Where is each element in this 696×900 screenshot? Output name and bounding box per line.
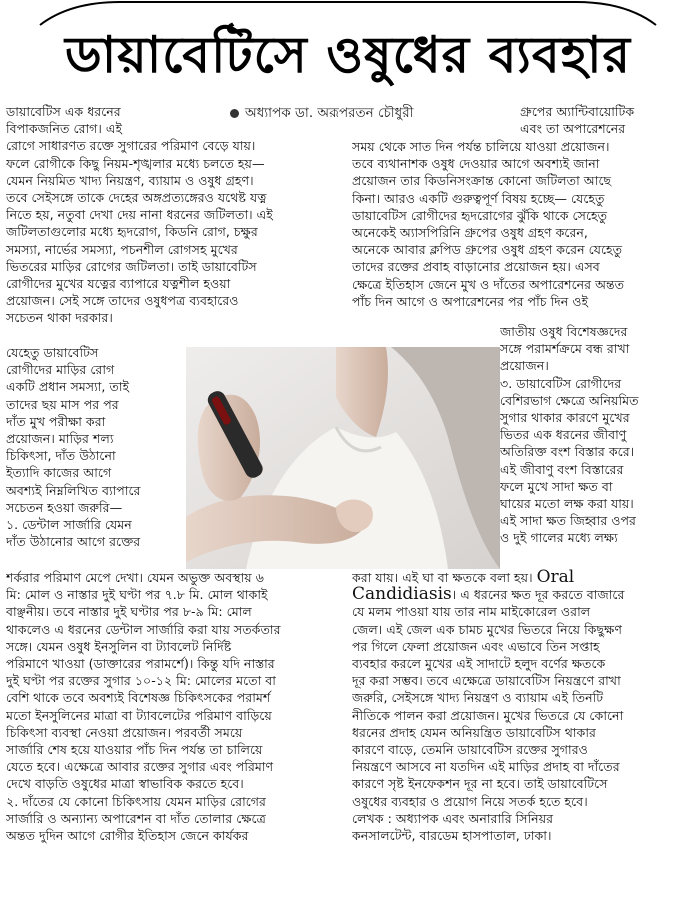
column2-upper-text: সময় থেকে সাত দিন পর্যন্ত চালিয়ে যাওয়া প্রয়োজন। তবে ব্যথানাশক ওষুধ দেওয়ার আগে অবশ্যই জানা প্রয়োজন তার কিডনিসংক্রান্ত কোনো জটিলতা আছে কিনা। আরও একটি গুরুত্বপূর্ণ বিষয় হচ্ছে— যেহেতু ডায়াবেটিস রোগীদের হৃদরোগের ঝুঁকি থাকে সেহেতু অনেকেই অ্যাসপিরিনি গ্রুপের ওষুধ গ্রহণ করেন, অনেকে আবার ক্লপিড গ্রুপের ওষুধ গ্রহণ করেন যেহেতু তাদের রক্তের প্রবাহ বাড়ানোর প্রয়োজন হয়। এসব ক্ষেত্রে ইতিহাস জেনে মুখ ও দাঁতের অপারেশনের অন্তত পাঁচ দিন আগে ও অপারেশনের পর পাঁচ দিন ওই (352, 139, 625, 309)
oral-treatment-text: । এ ধরনের ক্ষত দূর করতে বাজারে যে মলম পাওয়া যায় তার নাম মাইকোরেল ওরাল জেল। এই জেল এক চামচ মুখের ভিতরে নিয়ে কিছুক্ষণ পর গিলে ফেলা প্রয়োজন এবং এভাবে তিন সপ্তাহ ব্যবহার করলে মুখের এই সাদাটে হলুদ বর্ণের ক্ষতকে দূর করা সম্ভব। তবে এক্ষেত্রে ডায়াবেটিস নিয়ন্ত্রণে রাখা জরুরি, সেইসঙ্গে খাদ্য নিয়ন্ত্রণ ও ব্যায়াম এই তিনটি নীতিকে পালন করা প্রয়োজন। মুখের ভিতরে যে কোনো ধরনের প্রদাহ যেমন অনিয়ন্ত্রিত ডায়াবেটিস থাকার কারণে বাড়ে, তেমনি ডায়াবেটিস রক্তের সুগারও নিয়ন্ত্রণে আসবে না যতদিন এই মাড়ির প্রদাহ বা দাঁতের কারণে সৃষ্ট ইনফেকশন দূর না হবে। তাই ডায়াবেটিসে ওষুধের ব্যবহার ও প্রয়োগ নিয়ে সতর্ক হতে হবে। (352, 587, 625, 809)
author-credit: লেখক : অধ্যাপক এবং অনারারি সিনিয়র কনসালটেন্ট, বারডেম হাসপাতাল, ঢাকা। (352, 810, 554, 844)
article-headline: ডায়াবেটিসে ওষুধের ব্যবহার (64, 26, 632, 84)
column2-wrapped-text: জাতীয় ওষুধ বিশেষজ্ঞদের সঙ্গে পরামর্শক্রমে বন্ধ রাখা প্রয়োজন। ৩. ডায়াবেটিস রোগীদের বেশিরভাগ ক্ষেত্রে অনিয়মিত সুগার থাকার কারণে মুখের ভিতর এক ধরনের জীবাণু অতিরিক্ত বংশ বিস্তার করে। এই জীবাণু বংশ বিস্তারের ফলে মুখে সাদা ক্ষত বা ঘায়ের মতো লক্ষ করা যায়। এই সাদা ক্ষত জিহ্বার ওপর ও দুই গালের মধ্যে লক্ষ্য (500, 324, 639, 546)
oral-term-candidiasis: Candidiasis (352, 584, 452, 605)
photo-illustration (186, 347, 500, 569)
author-name: অধ্যাপক ডা. অরূপরতন চৌধুরী (245, 105, 414, 121)
column2-top-text: গ্রুপের অ্যান্টিবায়োটিক এবং তা অপারেশনের (520, 104, 635, 137)
column1-bottom-text: শর্করার পরিমাণ মেপে দেখা। যেমন অভুক্ত অবস্থায় ৬ মি: মোল ও নাস্তার দুই ঘণ্টা পর ৭.৮ মি. মোল থাকাই বাঞ্ছনীয়। তবে নাস্তার দুই ঘণ্টার পর ৮-৯ মি: মোল থাকলেও এ ধরনের ডেন্টাল সার্জারি করা যায় সতর্কতার সঙ্গে। যেমন ওষুধ ইনসুলিন বা ট্যাবলেট নির্দিষ্ট পরিমাণে খাওয়া (ডাক্তারের পরামর্শে)। কিন্তু যদি নাস্তার দুই ঘণ্টা পর রক্তের সুগার ১০-১২ মি: মোলের মতো বা বেশি থাকে তবে অবশ্যই বিশেষজ্ঞ চিকিৎসকের পরামর্শ মতো ইনসুলিনের মাত্রা বা ট্যাবলেটের পরিমাণ বাড়িয়ে চিকিৎসা ব্যবস্থা নেওয়া প্রয়োজন। পরবর্তী সময়ে সার্জারি শেষ হয়ে যাওয়ার পাঁচ দিন পর্যন্ত তা চালিয়ে যেতে হবে। এক্ষেত্রে আবার রক্তের সুগার এবং পরিমাণ দেখে বাড়তি ওষুধের মাত্রা স্বাভাবিক করতে হবে। ২. দাঁতের যে কোনো চিকিৎসায় যেমন মাড়ির রোগের সার্জারি ও অন্যান্য অপারেশন বা দাঁত তোলার ক্ষেত্রে অন্তত দুদিন আগে রোগীর ইতিহাস জেনে কার্যকর (6, 570, 281, 844)
woman-glucose-test-photo (186, 347, 500, 569)
oral-term-oral: Oral (536, 569, 575, 587)
column1-wrapped-text: যেহেতু ডায়াবেটিস রোগীদের মাড়ির রোগ একটি প্রধান সমস্যা, তাই তাদের ছয় মাস পর পর দাঁত মুখ পরীক্ষা করা প্রয়োজন। মাড়ির শল্য চিকিৎসা, দাঁত উঠানো ইত্যাদি কাজের আগে অবশ্যই নিম্নলিখিত ব্যাপারে সচেতন হওয়া জরুরি— ১. ডেন্টাল সার্জারি যেমন দাঁত উঠানোর আগে রক্তের (6, 345, 141, 550)
oral-intro-text: করা যায়। এই ঘা বা ক্ষতকে বলা হয়। (352, 570, 537, 585)
column1-intro-text: ডায়াবেটিস এক ধরনের বিপাকজনিত রোগ। এই রোগে সাধারণত রক্তে সুগারের পরিমাণ বেড়ে যায়। ফলে রোগীকে কিছু নিয়ম-শৃঙ্খলার মধ্যে চলতে হয়— যেমন নিয়মিত খাদ্য নিয়ন্ত্রণ, ব্যায়াম ও ওষুধ গ্রহণ। তবে সেইসঙ্গে তাকে দেহের অঙ্গপ্রত্যঙ্গেরও যথেষ্ট যত্ন নিতে হয়, নতুবা দেখা দেয় নানা ধরনের জটিলতা। এই জটিলতাগুলোর মধ্যে হৃদরোগ, কিডনি রোগ, চক্ষুর সমস্যা, নার্ভের সমস্যা, পচনশীল রোগসহ মুখের ভিতরের মাড়ির রোগের জটিলতা। তাই ডায়াবেটিস রোগীদের মুখের যত্নের ব্যাপারে যত্নশীল হওয়া প্রয়োজন। সেই সঙ্গে তাদের ওষুধপত্র ব্যবহারেও সচেতন থাকা দরকার। (6, 104, 273, 326)
column2-bottom-text (352, 569, 690, 844)
